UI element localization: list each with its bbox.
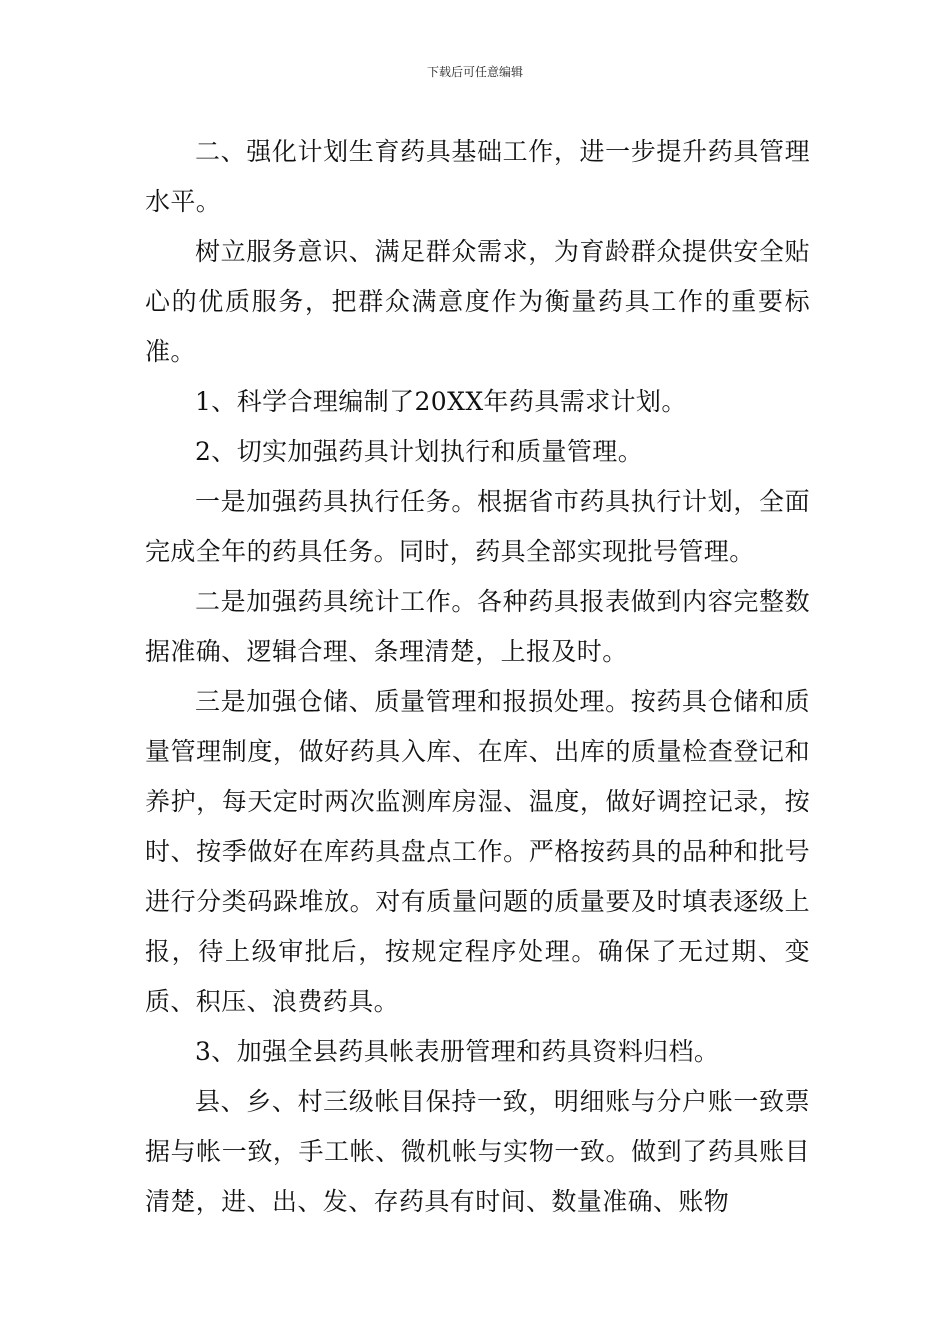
paragraph: 二是加强药具统计工作。各种药具报表做到内容完整数据准确、逻辑合理、条理清楚，上报及时。 bbox=[145, 587, 810, 666]
page-header: 下载后可任意编辑 bbox=[426, 65, 523, 79]
paragraph: 县、乡、村三级帐目保持一致，明细账与分户账一致票据与帐一致，手工帐、微机帐与实物一致。做到了药具账目清楚，进、出、发、存药具有时间、数量准确、账物 bbox=[145, 1087, 810, 1216]
document-body bbox=[145, 127, 810, 1227]
paragraph: 三是加强仓储、质量管理和报损处理。按药具仓储和质量管理制度，做好药具入库、在库、出库的质量检查登记和养护，每天定时两次监测库房湿、温度，做好调控记录，按时、按季做好在库药具盘点工作。严格按药具的品种和批号进行分类码跺堆放。对有质量问题的质量要及时填表逐级上报，待上级审批后，按规定程序处理。确保了无过期、变质、积压、浪费药具。 bbox=[145, 687, 810, 1016]
paragraph-item-3: 3、加强全县药具帐表册管理和药具资料归档。 bbox=[195, 1037, 720, 1066]
paragraph: 一是加强药具执行任务。根据省市药具执行计划，全面完成全年的药具任务。同时，药具全部实现批号管理。 bbox=[145, 487, 810, 566]
paragraph-item-2: 2、切实加强药具计划执行和质量管理。 bbox=[195, 437, 644, 466]
paragraph-section-heading: 二、强化计划生育药具基础工作，进一步提升药具管理水平。 bbox=[145, 137, 810, 216]
paragraph-item-1: 1、科学合理编制了20XX年药具需求计划。 bbox=[195, 387, 687, 416]
paragraph: 树立服务意识、满足群众需求，为育龄群众提供安全贴心的优质服务，把群众满意度作为衡量药具工作的重要标准。 bbox=[145, 237, 810, 366]
